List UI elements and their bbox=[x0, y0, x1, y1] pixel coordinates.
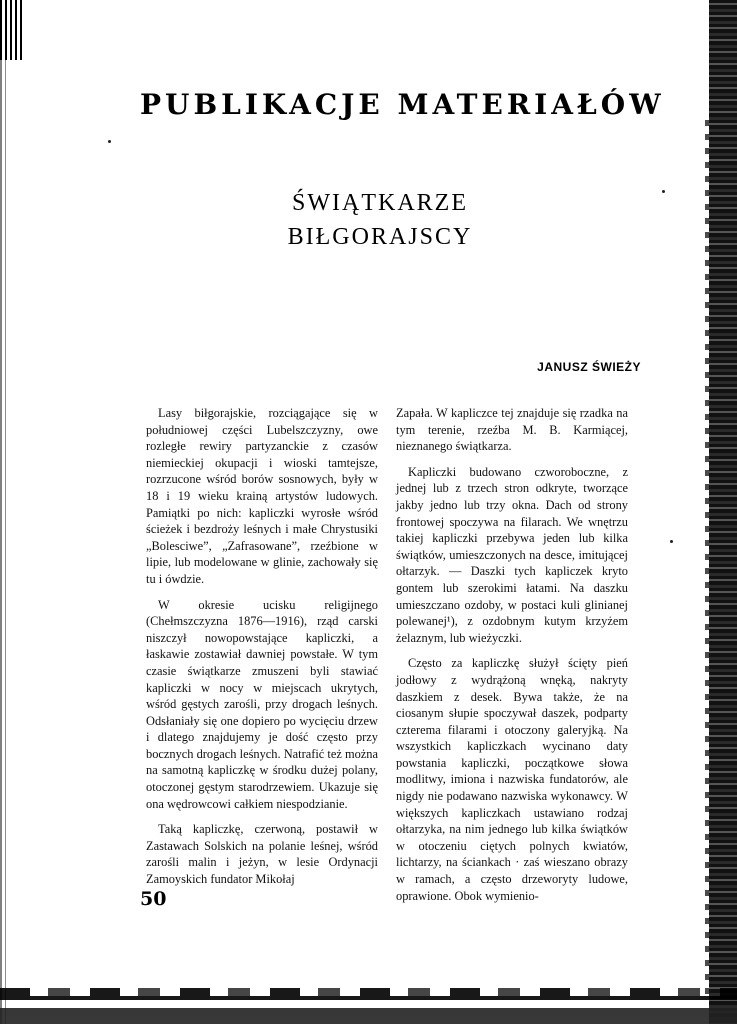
scan-edge-bottom bbox=[0, 978, 737, 1024]
page-number: 50 bbox=[140, 888, 167, 910]
article-title bbox=[250, 186, 510, 254]
article-title-line-2: BIŁGORAJSCY bbox=[287, 224, 473, 250]
speck bbox=[662, 190, 665, 193]
paragraph: Taką kapliczkę, czerwoną, postawił w Zastawach Solskich na polanie leśnej, wśród zarośli malin i jeżyn, w lesie Ordynacji Zamoyskich fundator Mikołaj bbox=[146, 822, 378, 887]
paragraph: Kapliczki budowano czworoboczne, z jednej lub z trzech stron odkryte, tworzące jakby jedno lub trzy okna. Dach od strony frontowej spoczywa na filarach. We wnętrzu takiej kapliczki przebywa jeden lub kilka świątków, umieszczonych na desce, imitującej ołtarzyk. — Daszki tych kapliczek kryto gontem lub szerokimi łatami. Na daszku umieszczano ozdoby, w postaci kuli glinianej polewanej¹), z ozdobnym kutym krzyżem żelaznym, lub wieżyczki. bbox=[396, 464, 628, 645]
text-column-left bbox=[146, 405, 378, 897]
author-name: JANUSZ ŚWIEŻY bbox=[537, 360, 641, 374]
paragraph: W okresie ucisku religijnego (Chełmszczyzna 1876—1916), rząd carski niszczył nowopowstające kapliczki, a łaskawie zostawiał dawniej powstałe. W tym czasie świątkarze zmuszeni byli stawiać kapliczki w nocy w miejscach ukrytych, wśród gęstych zarośli, przy drogach leśnych. Odsłaniały się one dopiero po wycięciu drzew i dlatego znajdujemy je dość często przy bocznych drogach leśnych. Natrafić też można na samotną kapliczkę w środku dużej polany, otoczonej gęstym starodrzewiem. Ukazuje się ona wędrowcowi całkiem niespodzianie. bbox=[146, 597, 378, 811]
text-column-right bbox=[396, 405, 628, 913]
speck bbox=[670, 540, 673, 543]
scan-edge-right bbox=[709, 0, 737, 1024]
paragraph: Lasy biłgorajskie, rozciągające się w południowej części Lubelszczyzny, owe rozległe rewiry partyzanckie z czasów niemieckiej okupacji i wioski tamtejsze, rozrzucone wśród borów sosnowych, były w 18 i 19 wieku krainą artystów ludowych. Pamiątki po nich: kapliczki wyrosłe wśród ścieżek i bezdroży leśnych i małe Chrystusiki „Bolesciwe”, „Zafrasowane”, rzeźbione w lipie, lub modelowane w glinie, zachowały się tu i ówdzie. bbox=[146, 406, 378, 586]
paragraph: Często za kapliczkę służył ścięty pień jodłowy z wydrążoną wnęką, nakryty daszkiem z desek. Bywa także, że na ciosanym słupie spoczywał daszek, podparty czterema filarami i otoczony galeryjką. Na wszystkich kapliczkach wycinano daty powstania kapliczki, początkowe słowa modlitwy, imiona i nazwiska fundatorów, ale nigdy nie podawano nazwiska wykonawcy. W większych kapliczkach ustawiano rodzaj ołtarzyka, na nim jednego lub kilka świątków w otoczeniu ciętych polnych kwiatów, lichtarzy, na ściankach · zaś wieszano obrazy w ramach, a często drzeworyty ludowe, oprawione. Obok wymienio- bbox=[396, 656, 628, 903]
article-title-line-1: ŚWIĄTKARZE bbox=[292, 190, 468, 216]
scan-edge-left bbox=[0, 0, 14, 1024]
section-header: PUBLIKACJE MATERIAŁÓW bbox=[140, 88, 665, 121]
scan-edge-right-inner bbox=[705, 120, 709, 1000]
speck bbox=[108, 140, 111, 143]
scan-mark-top-left bbox=[0, 0, 22, 60]
paragraph: Zapała. W kapliczce tej znajduje się rzadka na tym terenie, rzeźba M. B. Karmiącej, nieznanego świątkarza. bbox=[396, 406, 628, 454]
